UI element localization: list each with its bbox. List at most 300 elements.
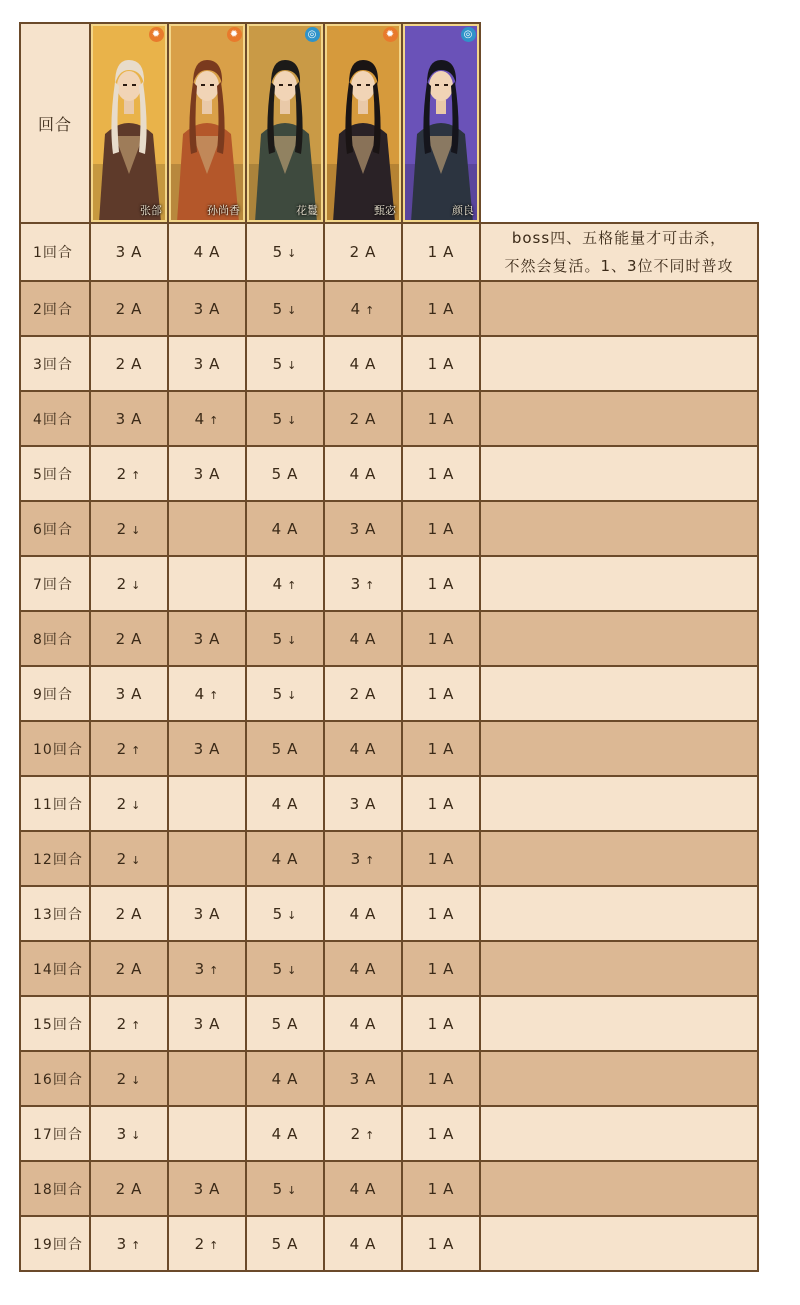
action-cell — [168, 941, 246, 996]
action-cell — [246, 501, 324, 556]
arrow-up-icon: ↑ — [131, 1018, 142, 1032]
arrow-up-icon: ↑ — [131, 743, 142, 757]
energy-number: 4 — [194, 409, 206, 428]
action-code: A — [443, 1179, 455, 1198]
action-cell — [324, 1216, 402, 1271]
action-cell — [90, 1051, 168, 1106]
action-cell — [324, 721, 402, 776]
energy-number: 5 — [272, 684, 284, 703]
energy-number: 4 — [350, 299, 362, 318]
action-code: A — [131, 354, 143, 373]
energy-number: 3 — [349, 519, 361, 538]
round-row — [20, 721, 758, 776]
energy-number: 4 — [271, 849, 283, 868]
action-code: A — [287, 519, 299, 538]
round-label: 3回合 — [20, 336, 90, 391]
round-row — [20, 501, 758, 556]
action-cell — [402, 556, 480, 611]
action-cell — [246, 666, 324, 721]
energy-number: 4 — [349, 1179, 361, 1198]
energy-number: 5 — [272, 904, 284, 923]
action-cell — [90, 721, 168, 776]
action-cell — [324, 391, 402, 446]
round-label: 13回合 — [20, 886, 90, 941]
round-row — [20, 1161, 758, 1216]
action-cell — [324, 666, 402, 721]
action-code: A — [365, 1014, 377, 1033]
action-cell — [402, 336, 480, 391]
arrow-down-icon: ↓ — [131, 853, 142, 867]
round-label: 8回合 — [20, 611, 90, 666]
energy-number: 1 — [427, 629, 439, 648]
fire-element-icon: ✹ — [149, 27, 164, 42]
action-cell — [402, 666, 480, 721]
round-label: 19回合 — [20, 1216, 90, 1271]
action-code: A — [443, 299, 455, 318]
energy-number: 1 — [427, 574, 439, 593]
energy-number: 4 — [349, 739, 361, 758]
energy-number: 2 — [116, 739, 128, 758]
energy-number: 4 — [271, 794, 283, 813]
energy-number: 2 — [115, 629, 127, 648]
action-cell — [324, 941, 402, 996]
round-label: 9回合 — [20, 666, 90, 721]
action-code: A — [365, 243, 377, 261]
energy-number: 3 — [193, 464, 205, 483]
action-cell — [246, 446, 324, 501]
energy-number: 1 — [427, 739, 439, 758]
energy-number: 1 — [427, 243, 439, 261]
character-card — [247, 24, 323, 222]
action-cell — [402, 223, 480, 281]
energy-number: 3 — [193, 354, 205, 373]
action-cell — [168, 721, 246, 776]
round-row — [20, 666, 758, 721]
character-card — [403, 24, 479, 222]
round-row — [20, 831, 758, 886]
action-code: A — [365, 354, 377, 373]
action-cell — [168, 223, 246, 281]
action-cell — [246, 391, 324, 446]
character-art — [169, 24, 245, 222]
note-cell — [480, 1106, 758, 1161]
action-code: A — [365, 519, 377, 538]
note-line: boss四、五格能量才可击杀， — [511, 229, 727, 247]
action-cell — [246, 1216, 324, 1271]
action-cell — [324, 611, 402, 666]
action-cell — [402, 611, 480, 666]
energy-number: 4 — [349, 959, 361, 978]
action-cell — [168, 666, 246, 721]
energy-number: 3 — [116, 1124, 128, 1143]
action-cell — [246, 1161, 324, 1216]
arrow-down-icon: ↓ — [287, 1183, 298, 1197]
arrow-up-icon: ↑ — [209, 1238, 220, 1252]
note-cell — [480, 886, 758, 941]
round-row — [20, 223, 758, 281]
character-art — [247, 24, 323, 222]
round-row — [20, 391, 758, 446]
energy-number: 3 — [194, 959, 206, 978]
action-cell — [246, 556, 324, 611]
energy-number: 5 — [272, 1179, 284, 1198]
energy-number: 3 — [193, 1014, 205, 1033]
round-label: 16回合 — [20, 1051, 90, 1106]
action-cell — [324, 776, 402, 831]
energy-number: 2 — [116, 1069, 128, 1088]
action-code: A — [443, 684, 455, 703]
energy-number: 5 — [271, 464, 283, 483]
action-code: A — [443, 409, 455, 428]
energy-number: 2 — [115, 299, 127, 318]
action-cell — [90, 996, 168, 1051]
action-cell — [168, 1216, 246, 1271]
energy-number: 5 — [272, 299, 284, 318]
water-element-icon: ◎ — [461, 27, 476, 42]
energy-number: 2 — [115, 904, 127, 923]
energy-number: 3 — [193, 739, 205, 758]
action-code: A — [443, 959, 455, 978]
action-cell — [246, 611, 324, 666]
note-cell — [480, 1051, 758, 1106]
action-cell — [324, 223, 402, 281]
energy-number: 3 — [193, 299, 205, 318]
arrow-up-icon: ↑ — [365, 303, 376, 317]
action-cell — [90, 831, 168, 886]
action-cell — [168, 996, 246, 1051]
arrow-up-icon: ↑ — [365, 1128, 376, 1142]
energy-number: 2 — [116, 519, 128, 538]
round-row — [20, 886, 758, 941]
action-code: A — [443, 519, 455, 538]
action-code: A — [365, 904, 377, 923]
round-row — [20, 776, 758, 831]
action-code: A — [287, 794, 299, 813]
energy-number: 1 — [427, 464, 439, 483]
round-row — [20, 941, 758, 996]
action-cell — [324, 831, 402, 886]
energy-number: 4 — [194, 684, 206, 703]
energy-number: 1 — [427, 1179, 439, 1198]
action-cell — [402, 1161, 480, 1216]
action-cell — [402, 391, 480, 446]
action-cell — [90, 1161, 168, 1216]
action-cell — [168, 1051, 246, 1106]
character-card — [325, 24, 401, 222]
arrow-up-icon: ↑ — [131, 1238, 142, 1252]
action-code: A — [209, 1179, 221, 1198]
action-code: A — [365, 1234, 377, 1253]
energy-number: 1 — [427, 849, 439, 868]
action-cell — [402, 776, 480, 831]
action-cell — [90, 1106, 168, 1161]
action-code: A — [365, 1069, 377, 1088]
round-label: 4回合 — [20, 391, 90, 446]
round-row — [20, 1216, 758, 1271]
action-code: A — [443, 739, 455, 758]
energy-number: 4 — [271, 1069, 283, 1088]
energy-number: 2 — [350, 1124, 362, 1143]
energy-number: 1 — [427, 354, 439, 373]
action-code: A — [443, 904, 455, 923]
arrow-up-icon: ↑ — [287, 578, 298, 592]
energy-number: 3 — [349, 1069, 361, 1088]
round-header: 回合 — [20, 23, 90, 223]
round-label: 1回合 — [20, 223, 90, 281]
energy-number: 1 — [427, 409, 439, 428]
energy-number: 5 — [271, 739, 283, 758]
arrow-down-icon: ↓ — [131, 1073, 142, 1087]
action-cell — [324, 996, 402, 1051]
action-cell — [324, 501, 402, 556]
action-cell — [402, 1106, 480, 1161]
energy-number: 4 — [271, 519, 283, 538]
character-name: 张郃 — [140, 204, 162, 217]
round-strategy-table — [19, 22, 759, 1272]
energy-number: 2 — [349, 243, 361, 261]
energy-number: 1 — [427, 519, 439, 538]
arrow-up-icon: ↑ — [209, 413, 220, 427]
action-cell — [324, 1106, 402, 1161]
arrow-down-icon: ↓ — [287, 303, 298, 317]
action-code: A — [131, 904, 143, 923]
action-cell — [90, 886, 168, 941]
energy-number: 5 — [272, 354, 284, 373]
energy-number: 4 — [193, 243, 205, 261]
arrow-down-icon: ↓ — [287, 908, 298, 922]
energy-number: 4 — [349, 629, 361, 648]
energy-number: 3 — [193, 1179, 205, 1198]
round-label: 7回合 — [20, 556, 90, 611]
action-cell — [246, 831, 324, 886]
action-code: A — [209, 464, 221, 483]
energy-number: 4 — [349, 354, 361, 373]
energy-number: 1 — [427, 1124, 439, 1143]
energy-number: 1 — [427, 959, 439, 978]
action-cell — [246, 941, 324, 996]
action-cell — [246, 776, 324, 831]
action-cell — [402, 1051, 480, 1106]
action-cell — [90, 776, 168, 831]
action-cell — [402, 501, 480, 556]
arrow-down-icon: ↓ — [131, 1128, 142, 1142]
action-cell — [246, 1051, 324, 1106]
energy-number: 5 — [271, 1234, 283, 1253]
action-cell — [90, 391, 168, 446]
energy-number: 3 — [115, 684, 127, 703]
action-code: A — [443, 1069, 455, 1088]
action-code: A — [287, 1069, 299, 1088]
note-cell — [480, 996, 758, 1051]
round-label: 14回合 — [20, 941, 90, 996]
action-code: A — [209, 299, 221, 318]
energy-number: 3 — [116, 1234, 128, 1253]
arrow-down-icon: ↓ — [131, 578, 142, 592]
action-cell — [90, 501, 168, 556]
action-cell — [168, 831, 246, 886]
action-cell — [402, 941, 480, 996]
action-cell — [168, 281, 246, 336]
energy-number: 1 — [427, 299, 439, 318]
action-cell — [246, 281, 324, 336]
arrow-up-icon: ↑ — [209, 688, 220, 702]
action-code: A — [287, 464, 299, 483]
character-portrait-3 — [246, 23, 324, 223]
energy-number: 2 — [115, 959, 127, 978]
action-code: A — [365, 629, 377, 648]
energy-number: 4 — [349, 1234, 361, 1253]
arrow-down-icon: ↓ — [287, 247, 298, 260]
action-cell — [90, 223, 168, 281]
arrow-up-icon: ↑ — [209, 963, 220, 977]
action-code: A — [287, 849, 299, 868]
note-cell — [480, 666, 758, 721]
action-code: A — [443, 243, 455, 261]
action-code: A — [287, 739, 299, 758]
action-code: A — [131, 243, 143, 261]
action-cell — [246, 886, 324, 941]
round-label: 17回合 — [20, 1106, 90, 1161]
action-cell — [168, 336, 246, 391]
round-row — [20, 1051, 758, 1106]
header-blank — [480, 23, 758, 223]
energy-number: 2 — [349, 684, 361, 703]
energy-number: 2 — [349, 409, 361, 428]
energy-number: 2 — [116, 849, 128, 868]
action-code: A — [209, 904, 221, 923]
energy-number: 4 — [349, 464, 361, 483]
action-cell — [168, 776, 246, 831]
action-code: A — [131, 629, 143, 648]
arrow-down-icon: ↓ — [287, 413, 298, 427]
action-code: A — [209, 1014, 221, 1033]
action-cell — [90, 611, 168, 666]
energy-number: 2 — [116, 1014, 128, 1033]
action-cell — [168, 1106, 246, 1161]
action-code: A — [287, 1124, 299, 1143]
energy-number: 3 — [350, 574, 362, 593]
round-label: 11回合 — [20, 776, 90, 831]
action-code: A — [443, 574, 455, 593]
action-cell — [90, 336, 168, 391]
character-portrait-1 — [90, 23, 168, 223]
action-code: A — [209, 243, 221, 261]
action-cell — [168, 391, 246, 446]
note-cell — [480, 391, 758, 446]
round-row — [20, 611, 758, 666]
action-code: A — [365, 409, 377, 428]
action-cell — [168, 1161, 246, 1216]
action-cell — [168, 501, 246, 556]
character-name: 颜良 — [452, 204, 474, 217]
action-cell — [90, 281, 168, 336]
character-art — [403, 24, 479, 222]
action-code: A — [443, 1124, 455, 1143]
action-code: A — [365, 464, 377, 483]
note-cell — [480, 281, 758, 336]
action-cell — [402, 996, 480, 1051]
energy-number: 3 — [193, 904, 205, 923]
character-art — [325, 24, 401, 222]
energy-number: 1 — [427, 794, 439, 813]
action-cell — [168, 556, 246, 611]
round-label: 6回合 — [20, 501, 90, 556]
action-cell — [168, 611, 246, 666]
energy-number: 1 — [427, 1014, 439, 1033]
action-cell — [90, 556, 168, 611]
note-cell — [480, 446, 758, 501]
round-row — [20, 446, 758, 501]
energy-number: 3 — [349, 794, 361, 813]
energy-number: 3 — [193, 629, 205, 648]
action-code: A — [443, 464, 455, 483]
note-cell — [480, 611, 758, 666]
action-code: A — [365, 684, 377, 703]
note-cell — [480, 1161, 758, 1216]
round-label: 10回合 — [20, 721, 90, 776]
action-code: A — [209, 629, 221, 648]
action-cell — [90, 941, 168, 996]
action-cell — [402, 721, 480, 776]
energy-number: 5 — [272, 959, 284, 978]
character-portrait-5 — [402, 23, 480, 223]
energy-number: 4 — [271, 1124, 283, 1143]
action-code: A — [443, 1014, 455, 1033]
note-cell — [480, 556, 758, 611]
energy-number: 2 — [116, 574, 128, 593]
energy-number: 5 — [271, 1014, 283, 1033]
action-cell — [90, 666, 168, 721]
arrow-down-icon: ↓ — [287, 358, 298, 372]
character-card — [91, 24, 167, 222]
arrow-down-icon: ↓ — [287, 633, 298, 647]
note-line: 不然会复活。1、3位不同时普攻 — [504, 257, 734, 275]
round-label: 15回合 — [20, 996, 90, 1051]
round-label: 18回合 — [20, 1161, 90, 1216]
note-cell — [480, 501, 758, 556]
round-label: 5回合 — [20, 446, 90, 501]
action-code: A — [131, 299, 143, 318]
note-cell — [480, 721, 758, 776]
energy-number: 4 — [349, 1014, 361, 1033]
action-code: A — [365, 1179, 377, 1198]
round-label: 12回合 — [20, 831, 90, 886]
action-cell — [246, 223, 324, 281]
strategy-table-wrapper — [19, 22, 759, 1272]
action-code: A — [365, 739, 377, 758]
water-element-icon: ◎ — [305, 27, 320, 42]
action-cell — [324, 556, 402, 611]
arrow-up-icon: ↑ — [365, 853, 376, 867]
energy-number: 4 — [349, 904, 361, 923]
action-code: A — [209, 354, 221, 373]
action-code: A — [131, 1179, 143, 1198]
action-cell — [324, 446, 402, 501]
energy-number: 4 — [272, 574, 284, 593]
character-name: 花鬘 — [296, 204, 318, 217]
arrow-up-icon: ↑ — [365, 578, 376, 592]
action-code: A — [443, 1234, 455, 1253]
round-row — [20, 336, 758, 391]
action-cell — [168, 446, 246, 501]
energy-number: 5 — [272, 409, 284, 428]
action-cell — [324, 281, 402, 336]
action-cell — [324, 1161, 402, 1216]
action-cell — [324, 1051, 402, 1106]
character-card — [169, 24, 245, 222]
round-row — [20, 281, 758, 336]
note-cell — [480, 336, 758, 391]
